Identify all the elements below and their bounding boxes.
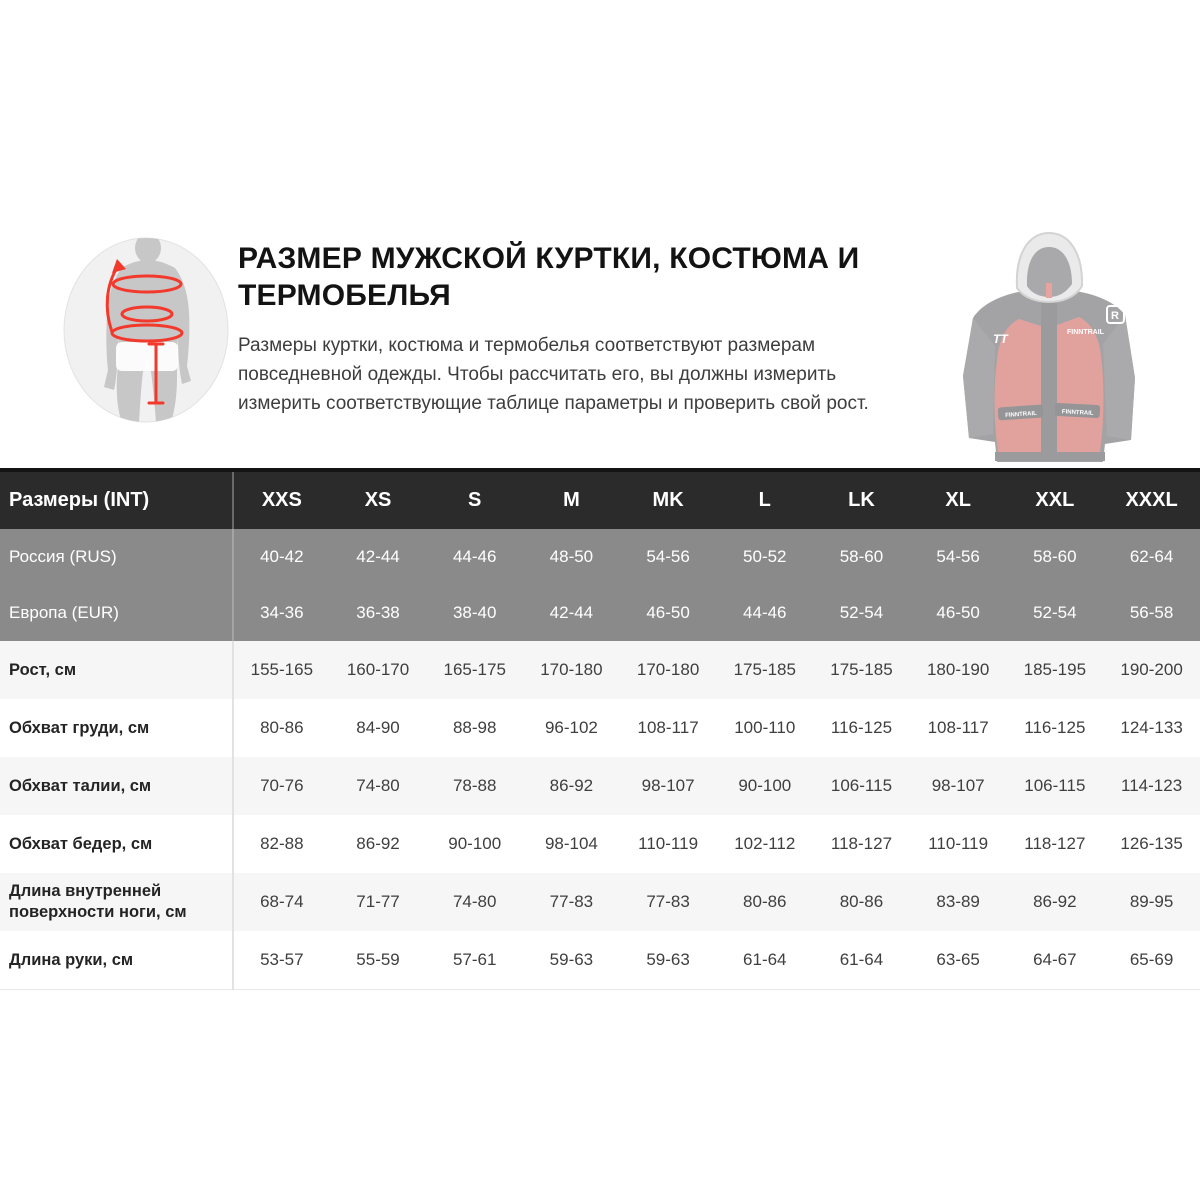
size-column-header: XXS bbox=[233, 470, 330, 529]
size-cell: 80-86 bbox=[716, 873, 813, 931]
size-cell: 48-50 bbox=[523, 529, 620, 585]
size-cell: 71-77 bbox=[330, 873, 427, 931]
size-cell: 98-107 bbox=[910, 757, 1007, 815]
size-cell: 90-100 bbox=[426, 815, 523, 873]
size-column-header: S bbox=[426, 470, 523, 529]
svg-text:FINNTRAIL: FINNTRAIL bbox=[1005, 410, 1038, 420]
size-cell: 38-40 bbox=[426, 585, 523, 641]
size-cell: 36-38 bbox=[330, 585, 427, 641]
row-label: Длина руки, см bbox=[0, 931, 233, 990]
size-cell: 52-54 bbox=[813, 585, 910, 641]
table-row bbox=[0, 931, 1200, 990]
size-cell: 82-88 bbox=[233, 815, 330, 873]
size-cell: 64-67 bbox=[1007, 931, 1104, 990]
intro-section bbox=[238, 240, 928, 418]
size-cell: 80-86 bbox=[813, 873, 910, 931]
row-label: Обхват груди, см bbox=[0, 699, 233, 757]
size-cell: 175-185 bbox=[813, 641, 910, 699]
size-cell: 78-88 bbox=[426, 757, 523, 815]
size-cell: 54-56 bbox=[620, 529, 717, 585]
size-cell: 55-59 bbox=[330, 931, 427, 990]
size-cell: 61-64 bbox=[716, 931, 813, 990]
size-cell: 185-195 bbox=[1007, 641, 1104, 699]
size-column-header: XXXL bbox=[1103, 470, 1200, 529]
row-label: Обхват талии, см bbox=[0, 757, 233, 815]
size-cell: 57-61 bbox=[426, 931, 523, 990]
size-cell: 118-127 bbox=[813, 815, 910, 873]
size-cell: 46-50 bbox=[620, 585, 717, 641]
size-cell: 108-117 bbox=[620, 699, 717, 757]
size-cell: 88-98 bbox=[426, 699, 523, 757]
size-cell: 165-175 bbox=[426, 641, 523, 699]
size-cell: 86-92 bbox=[330, 815, 427, 873]
jacket-product-image bbox=[935, 228, 1165, 466]
size-cell: 34-36 bbox=[233, 585, 330, 641]
size-cell: 59-63 bbox=[620, 931, 717, 990]
size-cell: 70-76 bbox=[233, 757, 330, 815]
row-label: Россия (RUS) bbox=[0, 529, 233, 585]
table-row bbox=[0, 699, 1200, 757]
size-cell: 86-92 bbox=[523, 757, 620, 815]
size-cell: 83-89 bbox=[910, 873, 1007, 931]
size-table-body bbox=[0, 529, 1200, 990]
size-cell: 77-83 bbox=[523, 873, 620, 931]
size-cell: 106-115 bbox=[813, 757, 910, 815]
size-cell: 100-110 bbox=[716, 699, 813, 757]
size-column-header: XXL bbox=[1007, 470, 1104, 529]
size-cell: 98-107 bbox=[620, 757, 717, 815]
row-label: Обхват бедер, см bbox=[0, 815, 233, 873]
size-cell: 110-119 bbox=[620, 815, 717, 873]
size-cell: 62-64 bbox=[1103, 529, 1200, 585]
table-row bbox=[0, 641, 1200, 699]
size-cell: 116-125 bbox=[813, 699, 910, 757]
size-cell: 58-60 bbox=[813, 529, 910, 585]
svg-text:FINNTRAIL: FINNTRAIL bbox=[1067, 329, 1104, 336]
size-cell: 98-104 bbox=[523, 815, 620, 873]
size-cell: 96-102 bbox=[523, 699, 620, 757]
svg-text:R: R bbox=[1111, 310, 1119, 322]
size-cell: 42-44 bbox=[523, 585, 620, 641]
size-cell: 86-92 bbox=[1007, 873, 1104, 931]
size-cell: 126-135 bbox=[1103, 815, 1200, 873]
size-cell: 124-133 bbox=[1103, 699, 1200, 757]
size-cell: 190-200 bbox=[1103, 641, 1200, 699]
svg-text:FINNTRAIL: FINNTRAIL bbox=[1061, 409, 1094, 417]
size-cell: 63-65 bbox=[910, 931, 1007, 990]
size-column-header: XL bbox=[910, 470, 1007, 529]
size-cell: 46-50 bbox=[910, 585, 1007, 641]
size-cell: 84-90 bbox=[330, 699, 427, 757]
size-cell: 40-42 bbox=[233, 529, 330, 585]
size-cell: 42-44 bbox=[330, 529, 427, 585]
size-cell: 50-52 bbox=[716, 529, 813, 585]
row-label: Европа (EUR) bbox=[0, 585, 233, 641]
size-column-header: LK bbox=[813, 470, 910, 529]
size-cell: 80-86 bbox=[233, 699, 330, 757]
table-row bbox=[0, 757, 1200, 815]
size-cell: 58-60 bbox=[1007, 529, 1104, 585]
row-label: Длина внутренней поверхности ноги, см bbox=[0, 873, 233, 931]
size-cell: 118-127 bbox=[1007, 815, 1104, 873]
size-table-header-row bbox=[0, 470, 1200, 529]
size-cell: 74-80 bbox=[330, 757, 427, 815]
intro-description: Размеры куртки, костюма и термобелья соответствуют размерам повседневной одежды. Чтобы рассчитать его, вы должны измерить измерить соответствующие таблице параметры и проверить свой рост. bbox=[238, 335, 869, 414]
table-row bbox=[0, 529, 1200, 585]
size-column-header: L bbox=[716, 470, 813, 529]
size-cell: 114-123 bbox=[1103, 757, 1200, 815]
size-cell: 44-46 bbox=[426, 529, 523, 585]
size-column-header: MK bbox=[620, 470, 717, 529]
size-cell: 102-112 bbox=[716, 815, 813, 873]
size-cell: 56-58 bbox=[1103, 585, 1200, 641]
table-row bbox=[0, 585, 1200, 641]
size-cell: 170-180 bbox=[620, 641, 717, 699]
page-title: РАЗМЕР МУЖСКОЙ КУРТКИ, КОСТЮМА И ТЕРМОБЕЛЬЯ bbox=[238, 242, 860, 312]
size-column-header: XS bbox=[330, 470, 427, 529]
size-cell: 89-95 bbox=[1103, 873, 1200, 931]
size-cell: 108-117 bbox=[910, 699, 1007, 757]
size-cell: 53-57 bbox=[233, 931, 330, 990]
size-cell: 59-63 bbox=[523, 931, 620, 990]
size-cell: 110-119 bbox=[910, 815, 1007, 873]
size-cell: 106-115 bbox=[1007, 757, 1104, 815]
size-table bbox=[0, 468, 1200, 990]
body-measurement-icon bbox=[60, 237, 232, 423]
size-cell: 74-80 bbox=[426, 873, 523, 931]
size-cell: 155-165 bbox=[233, 641, 330, 699]
size-cell: 175-185 bbox=[716, 641, 813, 699]
table-row bbox=[0, 873, 1200, 931]
size-cell: 170-180 bbox=[523, 641, 620, 699]
size-cell: 116-125 bbox=[1007, 699, 1104, 757]
size-cell: 160-170 bbox=[330, 641, 427, 699]
size-cell: 52-54 bbox=[1007, 585, 1104, 641]
svg-text:TT: TT bbox=[993, 332, 1008, 346]
size-column-header: M bbox=[523, 470, 620, 529]
size-cell: 90-100 bbox=[716, 757, 813, 815]
table-corner-header: Размеры (INT) bbox=[0, 470, 233, 529]
size-cell: 180-190 bbox=[910, 641, 1007, 699]
size-cell: 68-74 bbox=[233, 873, 330, 931]
table-row bbox=[0, 815, 1200, 873]
size-cell: 77-83 bbox=[620, 873, 717, 931]
size-cell: 44-46 bbox=[716, 585, 813, 641]
size-cell: 65-69 bbox=[1103, 931, 1200, 990]
size-cell: 61-64 bbox=[813, 931, 910, 990]
row-label: Рост, см bbox=[0, 641, 233, 699]
size-cell: 54-56 bbox=[910, 529, 1007, 585]
